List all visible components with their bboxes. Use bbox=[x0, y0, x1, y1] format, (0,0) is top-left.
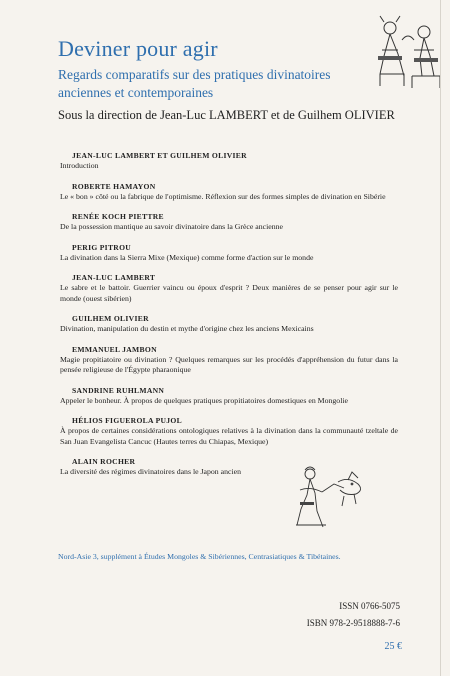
contents-entry bbox=[60, 181, 398, 203]
entry-author: ROBERTE HAMAYON bbox=[72, 181, 156, 191]
entry-title: Le « bon » côté ou la fabrique de l'optimisme. Réflexion sur des formes simples de divination en Sibérie bbox=[60, 191, 386, 201]
entry-author: JEAN-LUC LAMBERT ET GUILHEM OLIVIER bbox=[72, 151, 247, 160]
issn-number: ISSN 0766-5075 bbox=[339, 601, 400, 611]
margin-line bbox=[440, 0, 441, 676]
entry-title: La divination dans la Sierra Mixe (Mexique) comme forme d'action sur le monde bbox=[60, 252, 314, 262]
entry-author: HÉLIOS FIGUEROLA PUJOL bbox=[72, 416, 182, 425]
contents-entry bbox=[60, 150, 398, 172]
entry-title: Le sabre et le battoir. Guerrier vaincu ou époux d'esprit ? Deux manières de se penser pour agir sur le monde (ouest sibérien) bbox=[60, 283, 398, 303]
seated-figures-illustration bbox=[372, 10, 444, 102]
entry-title: Introduction bbox=[60, 161, 99, 170]
entry-title: Divination, manipulation du destin et mythe d'origine chez les anciens Mexicains bbox=[60, 324, 314, 333]
entry-author: SANDRINE RUHLMANN bbox=[72, 385, 165, 395]
series-note: Nord-Asie 3, supplément à Études Mongoles & Sibériennes, Centrasiatiques & Tibétaines. bbox=[58, 552, 341, 561]
contents-entry bbox=[60, 272, 398, 304]
contents-entry bbox=[60, 313, 398, 335]
entry-author: GUILHEM OLIVIER bbox=[72, 314, 149, 323]
entry-title: Appeler le bonheur. À propos de quelques pratiques propitiatoires domestiques en Mongolie bbox=[60, 395, 348, 405]
entry-title: À propos de certaines considérations ontologiques relatives à la divination dans la communauté tzeltale de San Juan Evangelista Cancuc (Hautes terres du Chiapas, Mexique) bbox=[60, 426, 398, 446]
table-of-contents bbox=[60, 150, 398, 487]
contents-entry bbox=[60, 415, 398, 447]
contents-entry bbox=[60, 211, 398, 233]
entry-author: ALAIN ROCHER bbox=[72, 457, 136, 466]
book-subtitle: Regards comparatifs sur des pratiques divinatoires anciennes et contemporaines bbox=[58, 67, 331, 100]
book-title: Deviner pour agir bbox=[58, 36, 218, 61]
entry-title: Magie propitiatoire ou divination ? Quelques remarques sur les procédés d'appréhension du futur dans la pensée religieuse de l'Égypte pharaonique bbox=[60, 354, 398, 374]
figure-with-animal-illustration bbox=[288, 462, 372, 534]
entry-author: EMMANUEL JAMBON bbox=[72, 344, 157, 354]
entry-title: De la possession mantique au savoir divinatoire dans la Grèce ancienne bbox=[60, 222, 284, 231]
isbn-number: ISBN 978-2-9518888-7-6 bbox=[306, 618, 400, 628]
entry-author: PERIG PITROU bbox=[72, 242, 132, 252]
contents-entry bbox=[60, 242, 398, 264]
editors-line: Sous la direction de Jean-Luc LAMBERT et de Guilhem OLIVIER bbox=[58, 108, 395, 122]
entry-author: RENÉE KOCH PIETTRE bbox=[72, 212, 164, 221]
contents-entry bbox=[60, 344, 398, 376]
contents-entry bbox=[60, 456, 260, 478]
entry-author: JEAN-LUC LAMBERT bbox=[72, 273, 156, 282]
price-label: 25 € bbox=[384, 641, 402, 652]
entry-title: La diversité des régimes divinatoires dans le Japon ancien bbox=[60, 467, 242, 476]
contents-entry bbox=[60, 385, 398, 407]
